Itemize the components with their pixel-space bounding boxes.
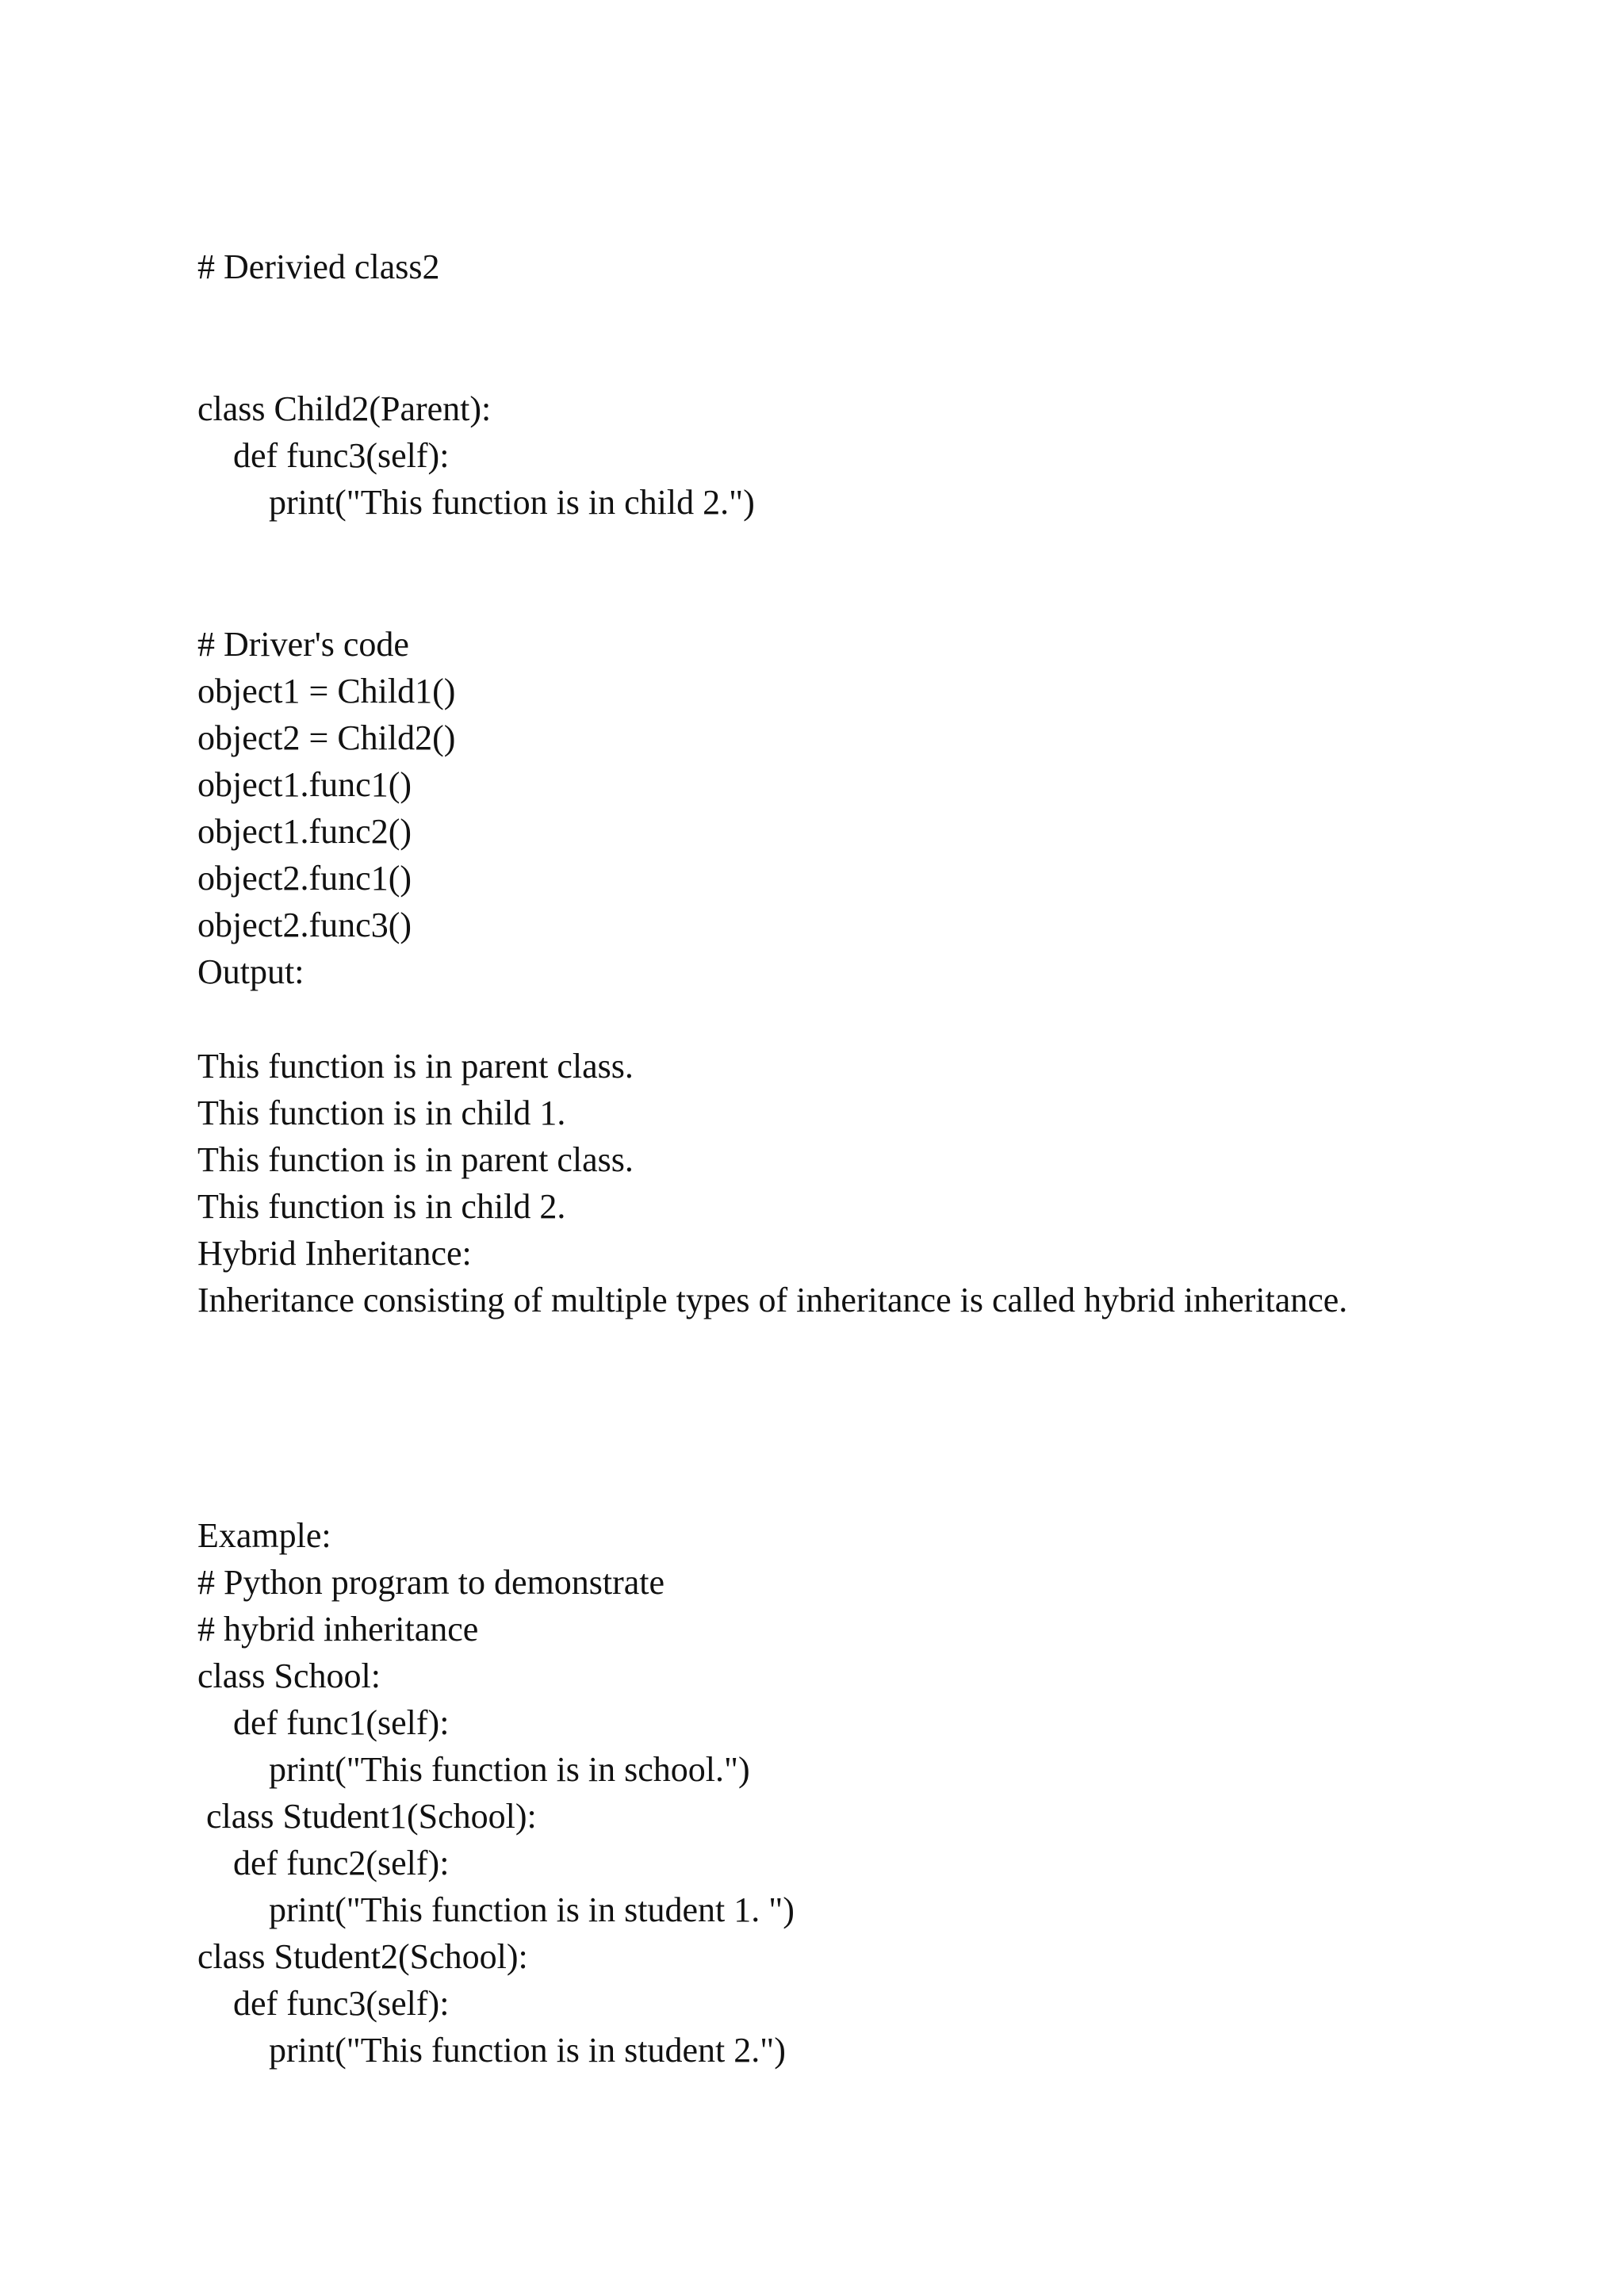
driver-code-line: object1.func1() — [197, 765, 412, 804]
school-func1-definition: def func1(self): — [233, 1703, 450, 1742]
example-comment: # Python program to demonstrate — [197, 1563, 665, 1602]
func3-method-definition: def func3(self): — [233, 436, 450, 475]
driver-code-line: object2.func1() — [197, 859, 412, 898]
student2-print-statement: print("This function is in student 2.") — [269, 2031, 786, 2070]
derived-class2-comment: # Derivied class2 — [197, 247, 440, 286]
output-line: This function is in child 2. — [197, 1187, 566, 1226]
driver-code-line: object2 = Child2() — [197, 718, 456, 757]
driver-code-line: object1 = Child1() — [197, 672, 456, 710]
output-label: Output: — [197, 952, 304, 991]
school-print-statement: print("This function is in school.") — [269, 1750, 750, 1789]
driver-code-line: object2.func3() — [197, 906, 412, 944]
student1-class-definition: class Student1(School): — [206, 1797, 537, 1836]
driver-code-line: object1.func2() — [197, 812, 412, 851]
example-label: Example: — [197, 1516, 331, 1555]
hybrid-inheritance-description: Inheritance consisting of multiple types of inheritance is called hybrid inheritance. — [197, 1281, 1348, 1319]
school-class-definition: class School: — [197, 1656, 381, 1695]
hybrid-inheritance-heading: Hybrid Inheritance: — [197, 1234, 472, 1273]
output-line: This function is in parent class. — [197, 1047, 634, 1086]
driver-code-comment: # Driver's code — [197, 625, 409, 664]
child2-class-definition: class Child2(Parent): — [197, 389, 492, 428]
student2-func3-definition: def func3(self): — [233, 1984, 450, 2023]
child2-print-statement: print("This function is in child 2.") — [269, 483, 755, 522]
output-line: This function is in parent class. — [197, 1140, 634, 1179]
student2-class-definition: class Student2(School): — [197, 1937, 528, 1976]
example-comment: # hybrid inheritance — [197, 1610, 479, 1649]
student1-print-statement: print("This function is in student 1. ") — [269, 1890, 795, 1929]
output-line: This function is in child 1. — [197, 1093, 566, 1132]
student1-func2-definition: def func2(self): — [233, 1844, 450, 1882]
